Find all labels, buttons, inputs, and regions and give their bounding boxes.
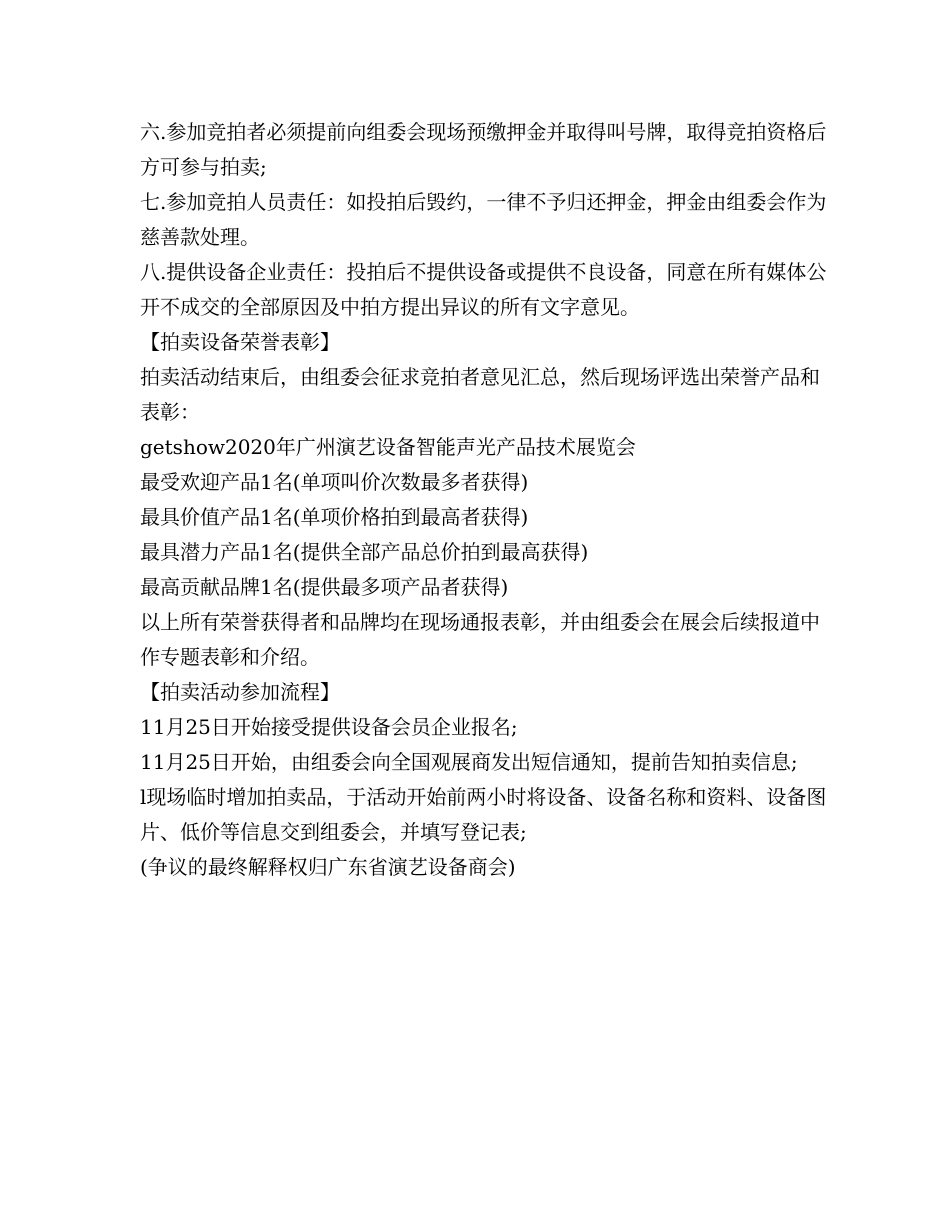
section-heading-honors: 【拍卖设备荣誉表彰】 xyxy=(140,330,340,354)
list-item-award-potential: 最具潜力产品1名(提供全部产品总价拍到最高获得) xyxy=(140,540,589,564)
paragraph-honors-intro: 拍卖活动结束后，由组委会征求竞拍者意见汇总，然后现场评选出荣誉产品和表彰： xyxy=(140,365,820,424)
document-body xyxy=(140,115,830,885)
paragraph-rule-six: 六.参加竞拍者必须提前向组委会现场预缴押金并取得叫号牌，取得竞拍资格后方可参与拍卖; xyxy=(140,120,827,179)
list-item-award-popular: 最受欢迎产品1名(单项叫价次数最多者获得) xyxy=(140,470,529,494)
paragraph-process-onsite-items: l现场临时增加拍卖品，于活动开始前两小时将设备、设备名称和资料、设备图片、低价等信息交到组委会，并填写登记表; xyxy=(140,785,827,844)
paragraph-rule-eight: 八.提供设备企业责任：投拍后不提供设备或提供不良设备，同意在所有媒体公开不成交的全部原因及中拍方提出异议的所有文字意见。 xyxy=(140,260,827,319)
paragraph-disclaimer: (争议的最终解释权归广东省演艺设备商会) xyxy=(140,855,516,879)
paragraph-process-registration: 11月25日开始接受提供设备会员企业报名; xyxy=(140,715,518,739)
paragraph-honors-announcement: 以上所有荣誉获得者和品牌均在现场通报表彰，并由组委会在展会后续报道中作专题表彰和介绍。 xyxy=(140,610,820,669)
list-item-award-contribution: 最高贡献品牌1名(提供最多项产品者获得) xyxy=(140,575,509,599)
list-item-award-value: 最具价值产品1名(单项价格拍到最高者获得) xyxy=(140,505,529,529)
section-heading-process: 【拍卖活动参加流程】 xyxy=(140,680,340,704)
paragraph-exhibition-name: getshow2020年广州演艺设备智能声光产品技术展览会 xyxy=(140,435,636,459)
paragraph-process-notification: 11月25日开始，由组委会向全国观展商发出短信通知，提前告知拍卖信息; xyxy=(140,750,798,774)
paragraph-rule-seven: 七.参加竞拍人员责任：如投拍后毁约，一律不予归还押金，押金由组委会作为慈善款处理。 xyxy=(140,190,827,249)
